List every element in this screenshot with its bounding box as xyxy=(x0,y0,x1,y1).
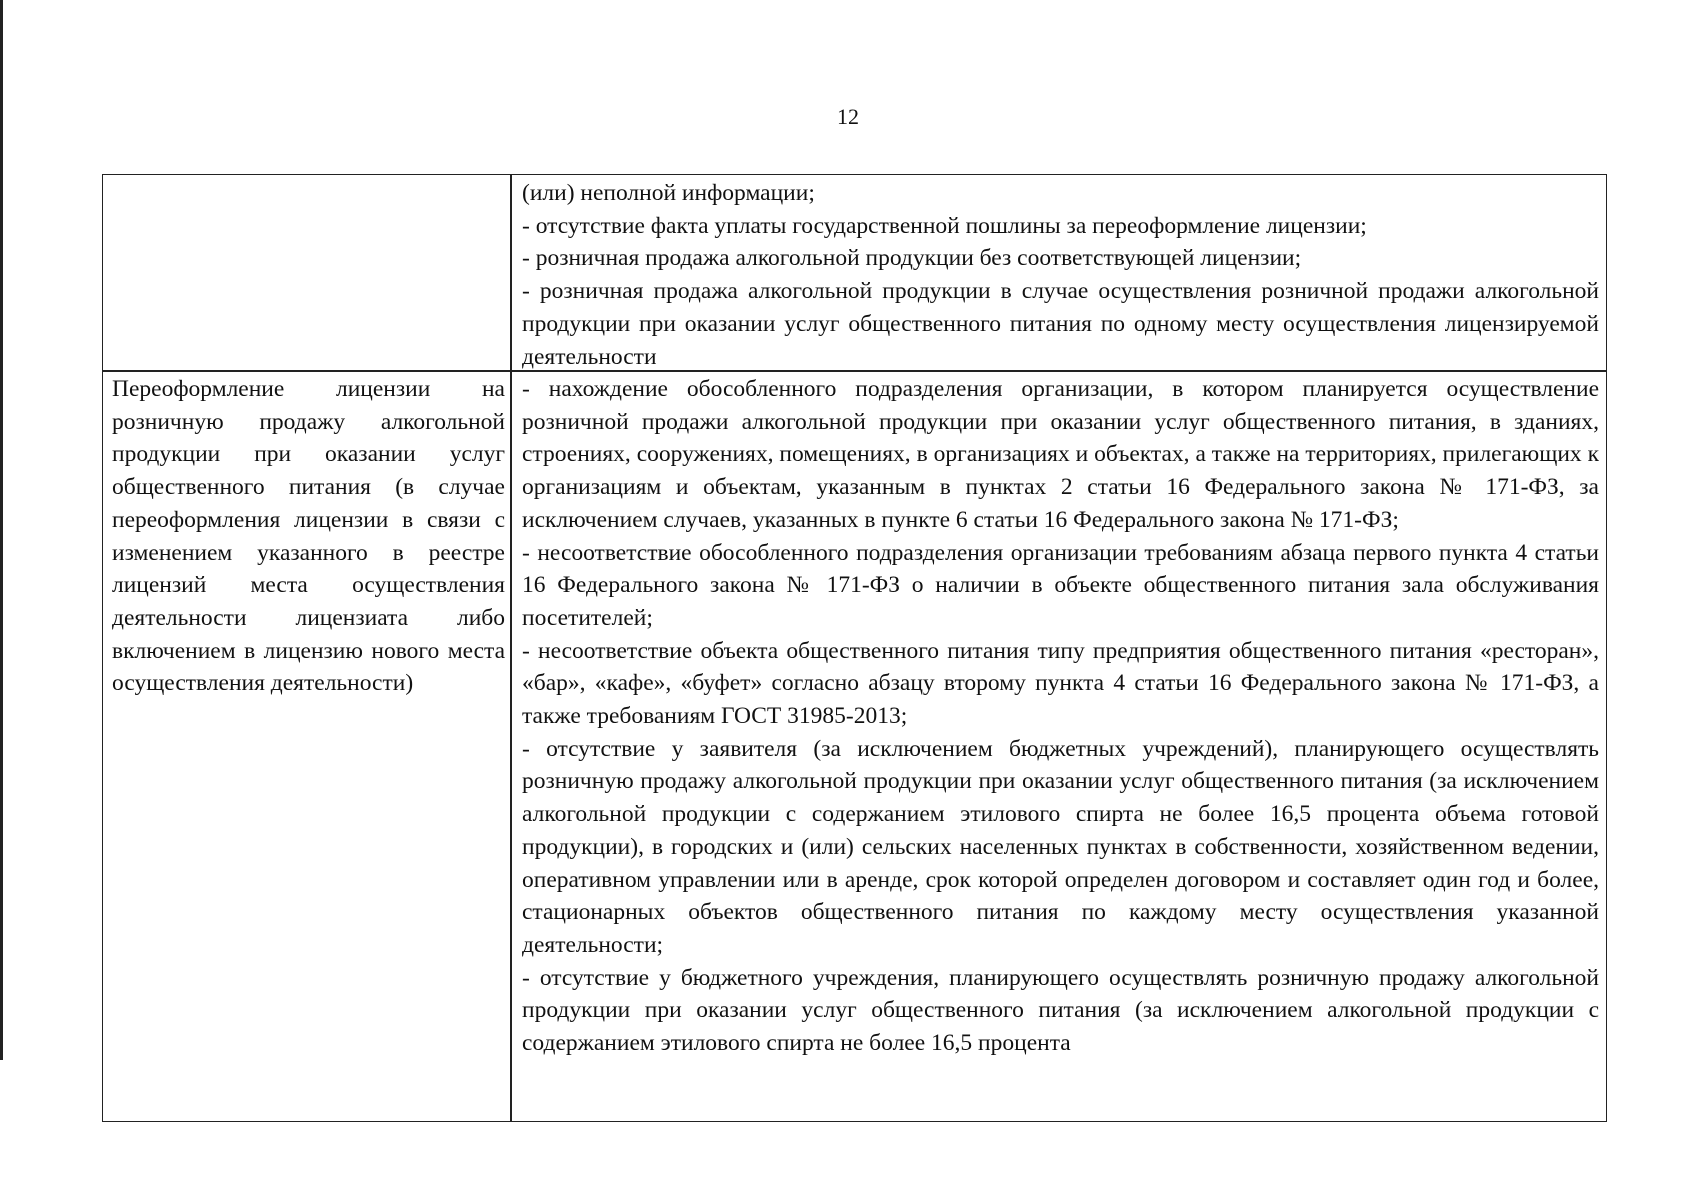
page-number: 12 xyxy=(837,104,859,129)
ground-paragraph: - нахождение обособленного подразделения организации, в котором планируется осуществление розничной продажи алкогольной продукции при оказании услуг общественного питания, в зданиях, строениях, сооружениях, помещениях, в организациях и объектах, а также на территориях, прилегающих к организациям и объектам, указанным в пунктах 2 статьи 16 Федерального закона № 171-ФЗ, за исключением случаев, указанных в пункте 6 статьи 16 Федерального закона № 171-ФЗ; xyxy=(522,376,1599,533)
ground-paragraph: - отсутствие у заявителя (за исключением бюджетных учреждений), планирующего осуществлять розничную продажу алкогольной продукции при оказании услуг общественного питания (за исключением алкогольной продукции с содержанием этилового спирта не более 16,5 процента объема готовой продукции), в городских и (или) сельских населенных пунктах в собственности, хозяйственном ведении, оперативном управлении или в аренде, срок которой определен договором и составляет один год и более, стационарных объектов общественного питания по каждому месту осуществления указанной деятельности; xyxy=(522,735,1599,958)
table-row-2-grounds-cell xyxy=(522,373,1599,1121)
ground-paragraph: - отсутствие у бюджетного учреждения, планирующего осуществлять розничную продажу алкогольной продукции при оказании услуг общественного питания (за исключением алкогольной продукции с содержанием этилового спирта не более 16,5 процента xyxy=(522,964,1599,1057)
ground-paragraph: (или) неполной информации; xyxy=(522,180,815,206)
table-row-1-grounds-cell xyxy=(522,177,1599,370)
ground-paragraph: - отсутствие факта уплаты государственной пошлины за переоформление лицензии; xyxy=(522,212,1367,239)
ground-paragraph: - несоответствие обособленного подразделения организации требованиям абзаца первого пункта 4 статьи 16 Федерального закона № 171-ФЗ о наличии в объекте общественного питания зала обслуживания посетителей; xyxy=(522,539,1599,631)
ground-paragraph: - розничная продажа алкогольной продукции в случае осуществления розничной продажи алкогольной продукции при оказании услуг общественного питания по одному месту осуществления лицензируемой деятельности xyxy=(522,278,1599,370)
table-column-divider xyxy=(510,175,512,1121)
table-row-divider xyxy=(103,370,1606,372)
table-row-2-condition-cell xyxy=(112,373,505,703)
ground-paragraph: - розничная продажа алкогольной продукции без соответствующей лицензии; xyxy=(522,245,1302,272)
condition-text: Переоформление лицензии на розничную продажу алкогольной продукции при оказании услуг общественного питания (в случае переоформления лицензии в связи с изменением указанного в реестре лицензий места осуществления деятельности лицензиата либо включением в лицензию нового места осуществления деятельности) xyxy=(112,376,505,697)
licensing-grounds-table xyxy=(102,174,1607,1122)
ground-paragraph: - несоответствие объекта общественного питания типу предприятия общественного питания «ресторан», «бар», «кафе», «буфет» согласно абзацу второму пункта 4 статьи 16 Федерального закона № 171-ФЗ, а также требованиям ГОСТ 31985-2013; xyxy=(522,637,1599,730)
scan-edge-line xyxy=(0,0,3,1060)
table-row-1-condition-cell xyxy=(103,175,510,370)
